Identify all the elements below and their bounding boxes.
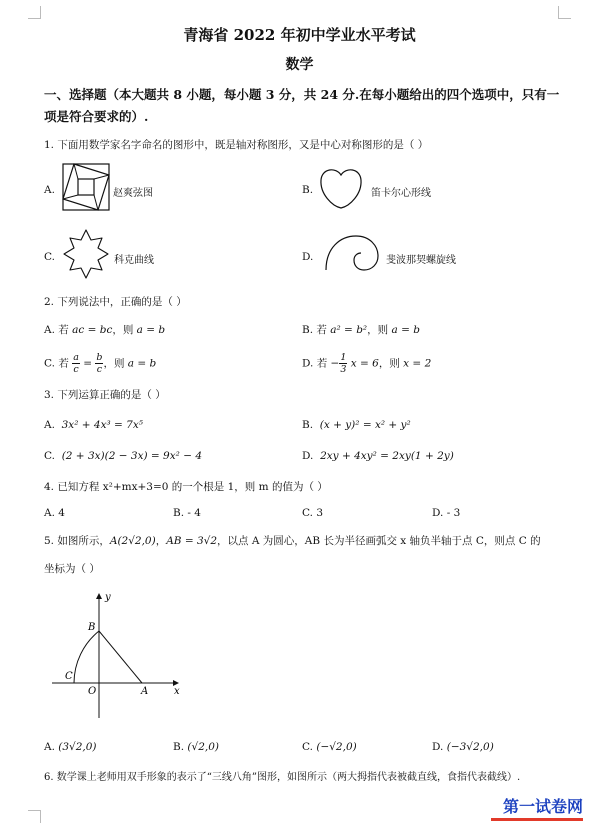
question-3-stem: 3. 下列运算正确的是（ ）: [44, 389, 166, 401]
q2-c-result: a = b: [127, 357, 157, 370]
point-c-label: C: [65, 671, 73, 682]
q2-b-condition: a² = b²: [330, 324, 368, 336]
q3-option-a: [44, 418, 143, 432]
q4-option-d: D. - 3: [432, 507, 461, 519]
q5-d-letter: D.: [432, 741, 444, 753]
q2-c-den2: c: [96, 364, 103, 375]
q5-option-a: [44, 740, 97, 754]
q2-d-prefix: D. 若 −: [302, 357, 340, 370]
q1-option-d-letter: D.: [302, 251, 314, 263]
cardioid-icon: [318, 166, 364, 210]
q5-stem-rest: ，以点 A 为圆心，AB 长为半径画弧交 x 轴负半轴于点 C，则点 C 的: [217, 535, 541, 547]
origin-label: O: [88, 686, 97, 697]
q5-d-value: (−3√2,0): [446, 741, 494, 753]
q2-a-condition: ac = bc: [72, 324, 113, 336]
subject-title: 数学: [285, 57, 314, 73]
q3-d-expression: 2xy + 4xy² = 2xy(1 + 2y): [320, 450, 454, 462]
fibonacci-spiral-icon: [322, 232, 382, 272]
q1-option-a-letter: A.: [44, 184, 55, 196]
q1-option-c-caption: 科克曲线: [114, 255, 154, 266]
question-5-stem-line1: [44, 534, 541, 548]
q5-a-value: (3√2,0): [58, 741, 97, 753]
question-1-stem: 1. 下面用数学家名字命名的图形中，既是轴对称图形，又是中心对称图形的是（ ）: [44, 139, 429, 151]
q2-option-c: [44, 352, 156, 375]
q3-c-expression: (2 + 3x)(2 − 3x) = 9x² − 4: [61, 450, 203, 462]
q1-option-d-caption: 斐波那契螺旋线: [386, 255, 456, 266]
q2-d-condition: x = 6: [350, 357, 379, 370]
q3-option-c: [44, 449, 202, 463]
q2-c-then: ，则: [103, 357, 125, 370]
corner-mark: [28, 810, 41, 823]
q3-a-expression: 3x² + 4x³ = 7x⁵: [61, 419, 143, 431]
q2-b-prefix: B. 若: [302, 324, 327, 336]
q2-d-then: ，则: [378, 357, 400, 370]
q5-option-d: [432, 740, 494, 754]
q2-c-prefix: C. 若: [44, 357, 69, 370]
q3-option-d: [302, 449, 454, 463]
question-2-stem: 2. 下列说法中，正确的是（ ）: [44, 296, 187, 308]
q2-option-d: [302, 352, 431, 375]
q5-c-value: (−√2,0): [316, 741, 357, 753]
q2-a-result: a = b: [136, 324, 166, 336]
q2-d-den: 3: [340, 364, 347, 375]
section-heading-line: 项是符合要求的）.: [44, 109, 149, 124]
q5-point-a: A(2√2,0): [109, 535, 156, 547]
site-watermark: 第一试卷网: [502, 797, 583, 816]
q3-b-expression: (x + y)² = x² + y²: [319, 419, 411, 431]
section-heading: [44, 84, 564, 128]
q5-option-c: [302, 740, 357, 754]
q2-b-then: ，则: [367, 324, 389, 336]
q4-option-a: A. 4: [44, 507, 65, 519]
q5-c-letter: C.: [302, 741, 313, 753]
q1-option-b-letter: B.: [302, 184, 314, 196]
question-5-stem-line2: 坐标为（ ）: [44, 563, 100, 575]
koch-snowflake-icon: [60, 228, 112, 280]
q2-option-b: [302, 323, 420, 337]
q5-b-value: (√2,0): [187, 741, 219, 753]
point-a-label: A: [141, 686, 149, 697]
q1-option-a-caption: 赵爽弦图: [113, 188, 153, 199]
question-6-stem: 6. 数学课上老师用双手形象的表示了“三线八角”图形，如图所示（两大拇指代表被截直线，食指代表截线）.: [44, 772, 521, 783]
q2-c-fraction-left: [72, 352, 80, 375]
q2-d-num: 1: [340, 352, 347, 363]
q5-a-letter: A.: [44, 741, 55, 753]
q5-b-letter: B.: [173, 741, 185, 753]
q5-stem-prefix: 5. 如图所示，: [44, 535, 110, 547]
q3-d-letter: D.: [302, 450, 314, 462]
corner-mark: [558, 6, 571, 19]
q2-c-equals: =: [83, 357, 93, 370]
y-axis-label: y: [105, 592, 111, 603]
point-b-label: B: [88, 622, 96, 633]
q2-c-num2: b: [96, 352, 103, 363]
q3-option-b: [302, 418, 411, 432]
q4-option-c: C. 3: [302, 507, 324, 519]
watermark-underline: [491, 818, 583, 821]
corner-mark: [28, 6, 41, 19]
q3-b-letter: B.: [302, 419, 314, 431]
question-4-stem: 4. 已知方程 x²+mx+3=0 的一个根是 1，则 m 的值为（ ）: [44, 481, 328, 493]
coordinate-figure: [44, 588, 194, 723]
section-heading-line: 一、选择题（本大题共 8 小题，每小题 3 分，共 24 分.在每小题给出的四个选项中，只有一: [44, 87, 560, 102]
q2-a-then: ，则: [112, 324, 134, 336]
q2-option-a: [44, 323, 165, 337]
x-axis-label: x: [174, 686, 180, 697]
q5-option-b: [173, 740, 219, 754]
q3-c-letter: C.: [44, 450, 55, 462]
q5-comma: ，: [155, 535, 167, 547]
q2-b-result: a = b: [391, 324, 420, 336]
q2-c-num1: a: [73, 352, 79, 363]
page-title: 青海省 2022 年初中学业水平考试: [183, 26, 416, 44]
q3-a-letter: A.: [44, 419, 55, 431]
q1-option-b-caption: 笛卡尔心形线: [371, 188, 431, 199]
zhao-shuang-diagram-icon: [62, 163, 110, 211]
q2-c-den1: c: [73, 364, 79, 375]
q2-d-fraction: [339, 352, 347, 375]
q2-a-prefix: A. 若: [44, 324, 69, 336]
q5-length-ab: AB = 3√2: [166, 535, 218, 547]
q2-d-result: x = 2: [403, 357, 432, 370]
q4-option-b: B. - 4: [173, 507, 201, 519]
q1-option-c-letter: C.: [44, 251, 55, 263]
